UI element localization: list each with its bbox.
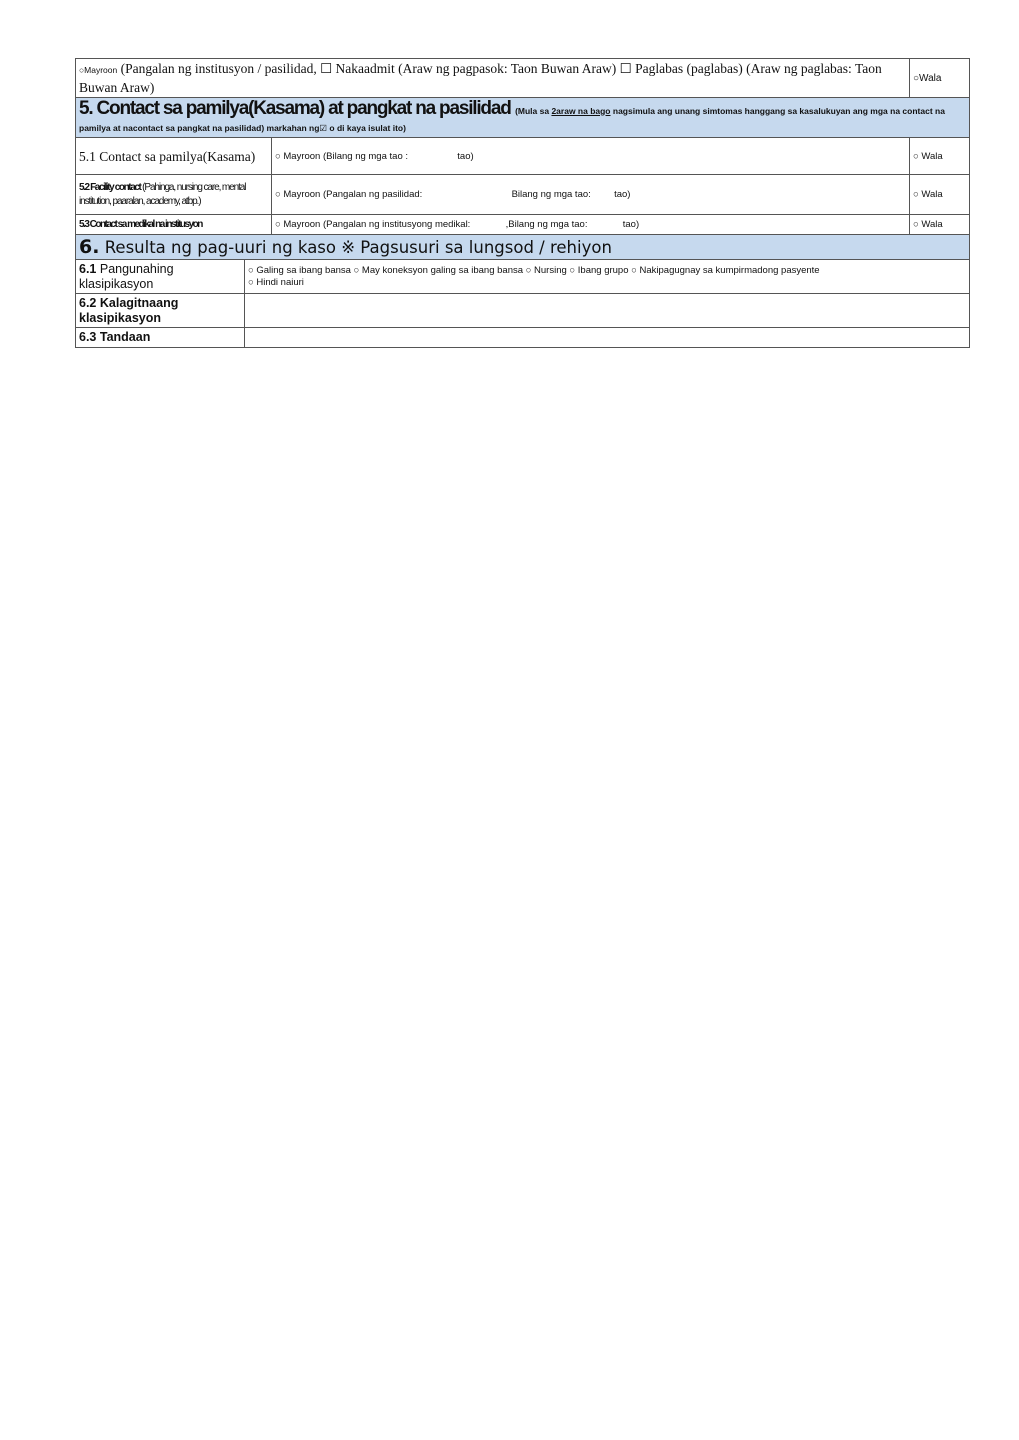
section5-title: 5. Contact sa pamilya(Kasama) at pangkat na pasilidad xyxy=(79,97,511,119)
intermediate-classification-num: 6.2 xyxy=(79,295,97,310)
medical-contact-label xyxy=(76,215,272,235)
facility-contact-count-label: Bilang ng mga tao: xyxy=(511,189,591,200)
medical-contact-mayroon[interactable] xyxy=(272,215,910,235)
intermediate-classification-field[interactable] xyxy=(245,294,970,328)
remarks-field[interactable] xyxy=(245,328,970,348)
contact-form-table xyxy=(75,58,970,348)
primary-classification-num: 6.1 xyxy=(79,261,97,276)
section6-number: 6. xyxy=(79,236,100,258)
facility-contact-label xyxy=(76,175,272,215)
intermediate-classification-label xyxy=(76,294,245,328)
primary-classification-options-line1[interactable]: ○ Galing sa ibang bansa ○ May koneksyon galing sa ibang bansa ○ Nursing ○ Ibang grupo ○ Nakipagugnay sa kumpirmadong pasyente xyxy=(248,264,820,276)
section5-note-underlined: 2araw na bago xyxy=(551,105,611,116)
primary-classification-text: Pangunahing klasipikasyon xyxy=(79,261,174,291)
section5-header xyxy=(76,98,970,138)
remarks-label xyxy=(76,328,245,348)
mayroon-radio[interactable]: ○Mayroon xyxy=(79,65,118,75)
family-contact-wala[interactable]: ○ Wala xyxy=(910,138,970,175)
facility-contact-mayroon[interactable] xyxy=(272,175,910,215)
institution-option-cell xyxy=(76,59,910,98)
facility-contact-wala[interactable]: ○ Wala xyxy=(910,175,970,215)
medical-contact-mayroon-text: ○ Mayroon (Pangalan ng institusyong medikal: xyxy=(275,219,471,230)
form-page xyxy=(75,58,969,348)
family-contact-tao: tao) xyxy=(457,150,474,162)
medical-contact-wala[interactable]: ○ Wala xyxy=(910,215,970,235)
facility-contact-mayroon-text: ○ Mayroon (Pangalan ng pasilidad: xyxy=(275,189,423,200)
section6-header xyxy=(76,235,970,260)
facility-contact-label-rest: (Pahinga, nursing care, mental institution, paaralan, academy, atbp.) xyxy=(79,181,246,207)
family-contact-label: 5.1 Contact sa pamilya(Kasama) xyxy=(76,138,272,175)
family-contact-mayroon[interactable] xyxy=(272,138,910,175)
family-contact-mayroon-text: ○ Mayroon (Bilang ng mga tao : xyxy=(275,150,408,162)
primary-classification-label xyxy=(76,260,245,294)
wala-radio[interactable]: ○Wala xyxy=(910,59,970,98)
primary-classification-options[interactable] xyxy=(245,260,970,294)
medical-contact-count-label: ,Bilang ng mga tao: xyxy=(505,219,588,230)
section5-note-suffix: nagsimula ang unang simtomas hanggang sa kasalukuyan ang mga na contact na pamilya at nacontact sa pangkat na pasilidad) markahan ng☑ o di kaya isulat ito) xyxy=(79,105,945,133)
remarks-num: 6.3 xyxy=(79,330,97,344)
section6-title: Resulta ng pag-uuri ng kaso ※ Pagsusuri sa lungsod / rehiyon xyxy=(99,238,612,257)
intermediate-classification-text: Kalagitnaang klasipikasyon xyxy=(79,295,179,325)
primary-classification-options-line2[interactable]: ○ Hindi naiuri xyxy=(248,276,304,288)
facility-contact-tao: tao) xyxy=(614,189,631,200)
remarks-text: Tandaan xyxy=(96,330,151,344)
medical-contact-tao: tao) xyxy=(622,219,640,230)
facility-contact-label-bold: 5.2 Facility contact xyxy=(79,181,141,193)
institution-option-text: (Pangalan ng institusyon / pasilidad, ☐ Nakaadmit (Araw ng pagpasok: Taon Buwan Araw) ☐ Paglabas (paglabas) (Araw ng paglabas: Taon Buwan Araw) xyxy=(79,61,882,95)
section5-note-prefix: (Mula sa xyxy=(515,105,552,116)
medical-contact-label-text: 5.3 Contact sa medikal na institusyon xyxy=(79,218,202,230)
